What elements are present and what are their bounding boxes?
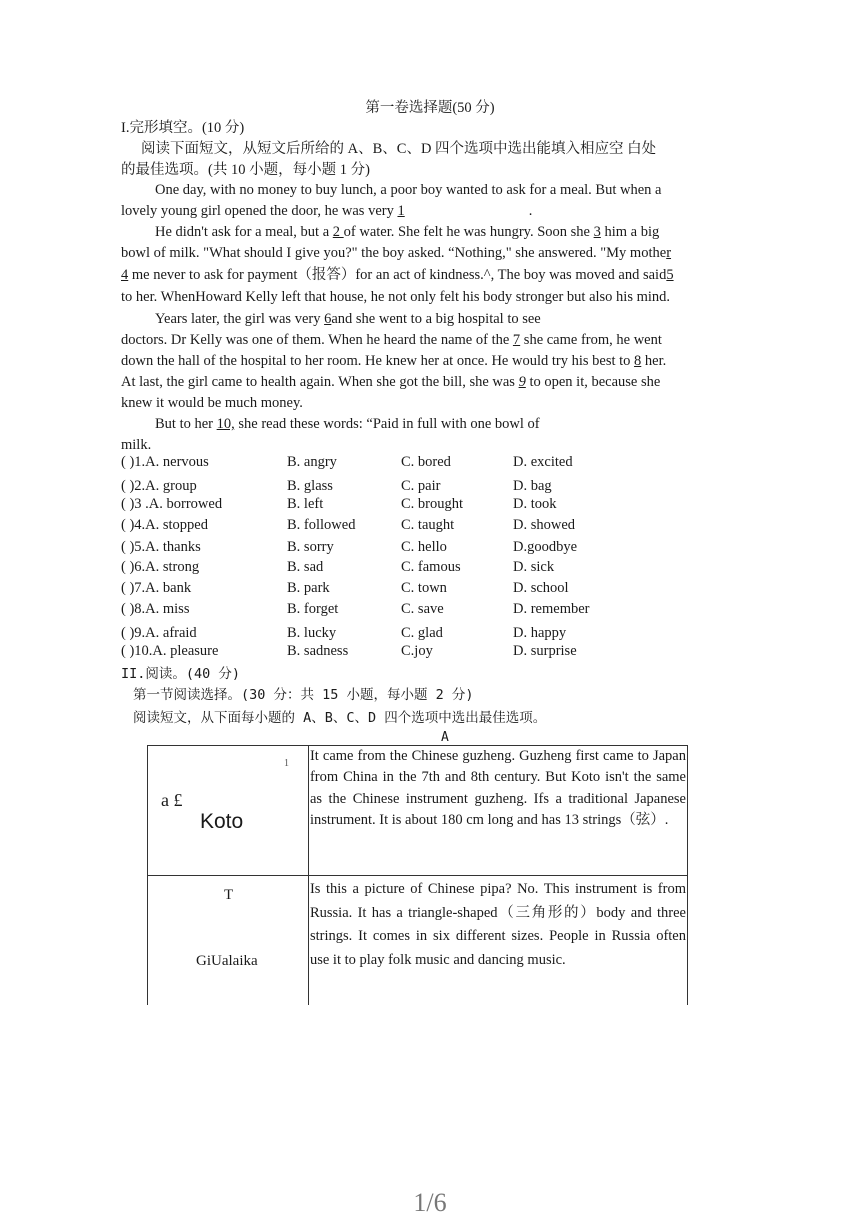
passage-line	[121, 243, 671, 263]
page-number: 1/6	[413, 1188, 447, 1217]
passage-text: But to her	[155, 416, 217, 432]
passage-text: down the hall of the hospital to her room. He knew her at once. He would try his best to	[121, 353, 635, 369]
blank-10: 10,	[216, 416, 235, 432]
passage-line	[121, 372, 660, 392]
passage-line	[121, 265, 674, 285]
passage-text: and she went to a big hospital to see	[331, 311, 541, 327]
passage-text: to open it, because she	[525, 374, 661, 390]
passage-line	[155, 222, 659, 242]
passage-text: her.	[641, 353, 667, 369]
passage-text: .	[528, 203, 533, 219]
option-c: C. glad	[401, 625, 443, 641]
option-d: D. school	[513, 580, 569, 596]
passage-text: He didn't ask for a meal, but a	[155, 224, 333, 240]
option-question: ( )3 .A. borrowed	[121, 496, 223, 512]
table-cell-text: Is this a picture of Chinese pipa? No. This instrument is from Russia. It has a triangle-shaped（三角形的）body and three strings. It comes in six different sizes. People in Russia often use it to play folk music and dancing music.	[308, 876, 687, 1006]
option-d: D. surprise	[513, 643, 577, 659]
blank-8: 8	[634, 353, 642, 369]
blank-9: 9	[518, 374, 526, 390]
section1-instruction-line1: 阅读下面短文，从短文后所给的 A、B、C、D 四个选项中选出能填入相应空 白处	[141, 141, 657, 157]
option-question: ( )8.A. miss	[121, 601, 190, 617]
option-c: C. town	[401, 580, 447, 596]
passage-line: to her. WhenHoward Kelly left that house, he not only felt his body stronger but also his mind.	[121, 289, 671, 305]
blank-4: 4	[121, 267, 129, 283]
blank-7: 7	[512, 332, 521, 348]
passage-text: At last, the girl came to health again. When she got the bill, she was	[121, 374, 519, 390]
instrument-name: GiUalaika	[196, 953, 258, 969]
passage-text: doctors. Dr Kelly was one of them. When he heard the name of the	[121, 332, 513, 348]
option-b: B. angry	[287, 454, 337, 470]
option-d: D. sick	[513, 559, 555, 575]
option-c: C. hello	[401, 539, 447, 555]
passage-line	[121, 330, 662, 350]
option-d: D. took	[513, 496, 557, 512]
image-caption-fragment: T	[224, 887, 234, 903]
option-question: ( )6.A. strong	[121, 559, 200, 575]
section1-heading: I.完形填空。(10 分)	[121, 120, 245, 136]
option-question: ( )2.A. group	[121, 478, 197, 494]
passage-line	[155, 414, 540, 434]
option-question: ( )9.A. afraid	[121, 625, 197, 641]
blank-1: 1	[397, 203, 405, 219]
passage-text: Years later, the girl was very	[155, 311, 325, 327]
passage-text: lovely young girl opened the door, he was very	[121, 203, 398, 219]
blank-2: 2	[332, 224, 344, 240]
option-question: ( )10.A. pleasure	[121, 643, 219, 659]
option-c: C. brought	[401, 496, 464, 512]
section1-instruction-line2: 的最佳选项。(共 10 小题，每小题 1 分)	[121, 162, 370, 178]
option-d: D.goodbye	[513, 539, 578, 555]
passage-label: A	[441, 730, 449, 745]
option-c: C. taught	[401, 517, 455, 533]
option-b: B. forget	[287, 601, 339, 617]
passage-line	[121, 351, 666, 371]
option-question: ( )4.A. stopped	[121, 517, 208, 533]
table-row	[148, 746, 688, 876]
passage-text: him a big	[600, 224, 660, 240]
option-b: B. followed	[287, 517, 356, 533]
page-title: 第一卷选择题(50 分)	[365, 100, 495, 116]
option-b: B. sorry	[287, 539, 334, 555]
passage-line	[121, 201, 532, 221]
blank-3: 3	[593, 224, 601, 240]
table-cell-image	[148, 746, 309, 876]
option-question: ( )7.A. bank	[121, 580, 192, 596]
option-b: B. left	[287, 496, 324, 512]
blank-5: 5	[666, 267, 674, 283]
option-c: C. bored	[401, 454, 451, 470]
option-c: C. save	[401, 601, 444, 617]
option-b: B. park	[287, 580, 330, 596]
option-d: D. excited	[513, 454, 573, 470]
option-b: B. sad	[287, 559, 324, 575]
option-d: D. bag	[513, 478, 552, 494]
option-question: ( )1.A. nervous	[121, 454, 209, 470]
section2-heading: II.阅读。(40 分)	[121, 666, 241, 682]
option-b: B. lucky	[287, 625, 337, 641]
image-caption-fragment: a £	[161, 790, 183, 810]
option-d: D. showed	[513, 517, 576, 533]
passage-text: she read these words: “Paid in full with one bowl of	[234, 416, 540, 432]
footnote-number: 1	[284, 758, 289, 769]
option-c: C.joy	[401, 643, 433, 659]
passage-line: One day, with no money to buy lunch, a poor boy wanted to ask for a meal. But when a	[155, 182, 662, 198]
table-cell-image	[148, 876, 309, 1006]
blank-6: 6	[324, 311, 332, 327]
instrument-name: Koto	[200, 810, 244, 833]
option-b: B. sadness	[287, 643, 349, 659]
table-cell-text: It came from the Chinese guzheng. Guzheng first came to Japan from China in the 7th and 8th century. But Koto isn't the same as the Chinese instrument guzheng. Ifs a traditional Japanese instrument. It is about 180 cm long and has 13 strings（弦）.	[308, 746, 687, 876]
passage-text: me never to ask for payment（报答）for an act of kindness.^, The boy was moved and said	[128, 267, 667, 283]
instrument-table	[147, 745, 688, 1005]
passage-line	[155, 309, 541, 329]
option-d: D. happy	[513, 625, 567, 641]
option-c: C. pair	[401, 478, 441, 494]
passage-text: of water. She felt he was hungry. Soon she	[343, 224, 594, 240]
passage-line: knew it would be much money.	[121, 395, 303, 411]
section2-instruction: 阅读短文，从下面每小题的 A、B、C、D 四个选项中选出最佳选项。	[133, 710, 547, 726]
passage-line: milk.	[121, 437, 152, 453]
passage-text: bowl of milk. "What should I give you?" the boy asked. “Nothing," she answered. "My mothe	[121, 245, 667, 261]
option-c: C. famous	[401, 559, 461, 575]
option-d: D. remember	[513, 601, 590, 617]
section2-subheading: 第一节阅读选择。(30 分：共 15 小题，每小题 2 分)	[133, 687, 474, 703]
option-question: ( )5.A. thanks	[121, 539, 201, 555]
option-b: B. glass	[287, 478, 333, 494]
passage-text: she came from, he went	[520, 332, 662, 348]
passage-text: r	[666, 245, 672, 261]
table-row	[148, 876, 688, 1006]
